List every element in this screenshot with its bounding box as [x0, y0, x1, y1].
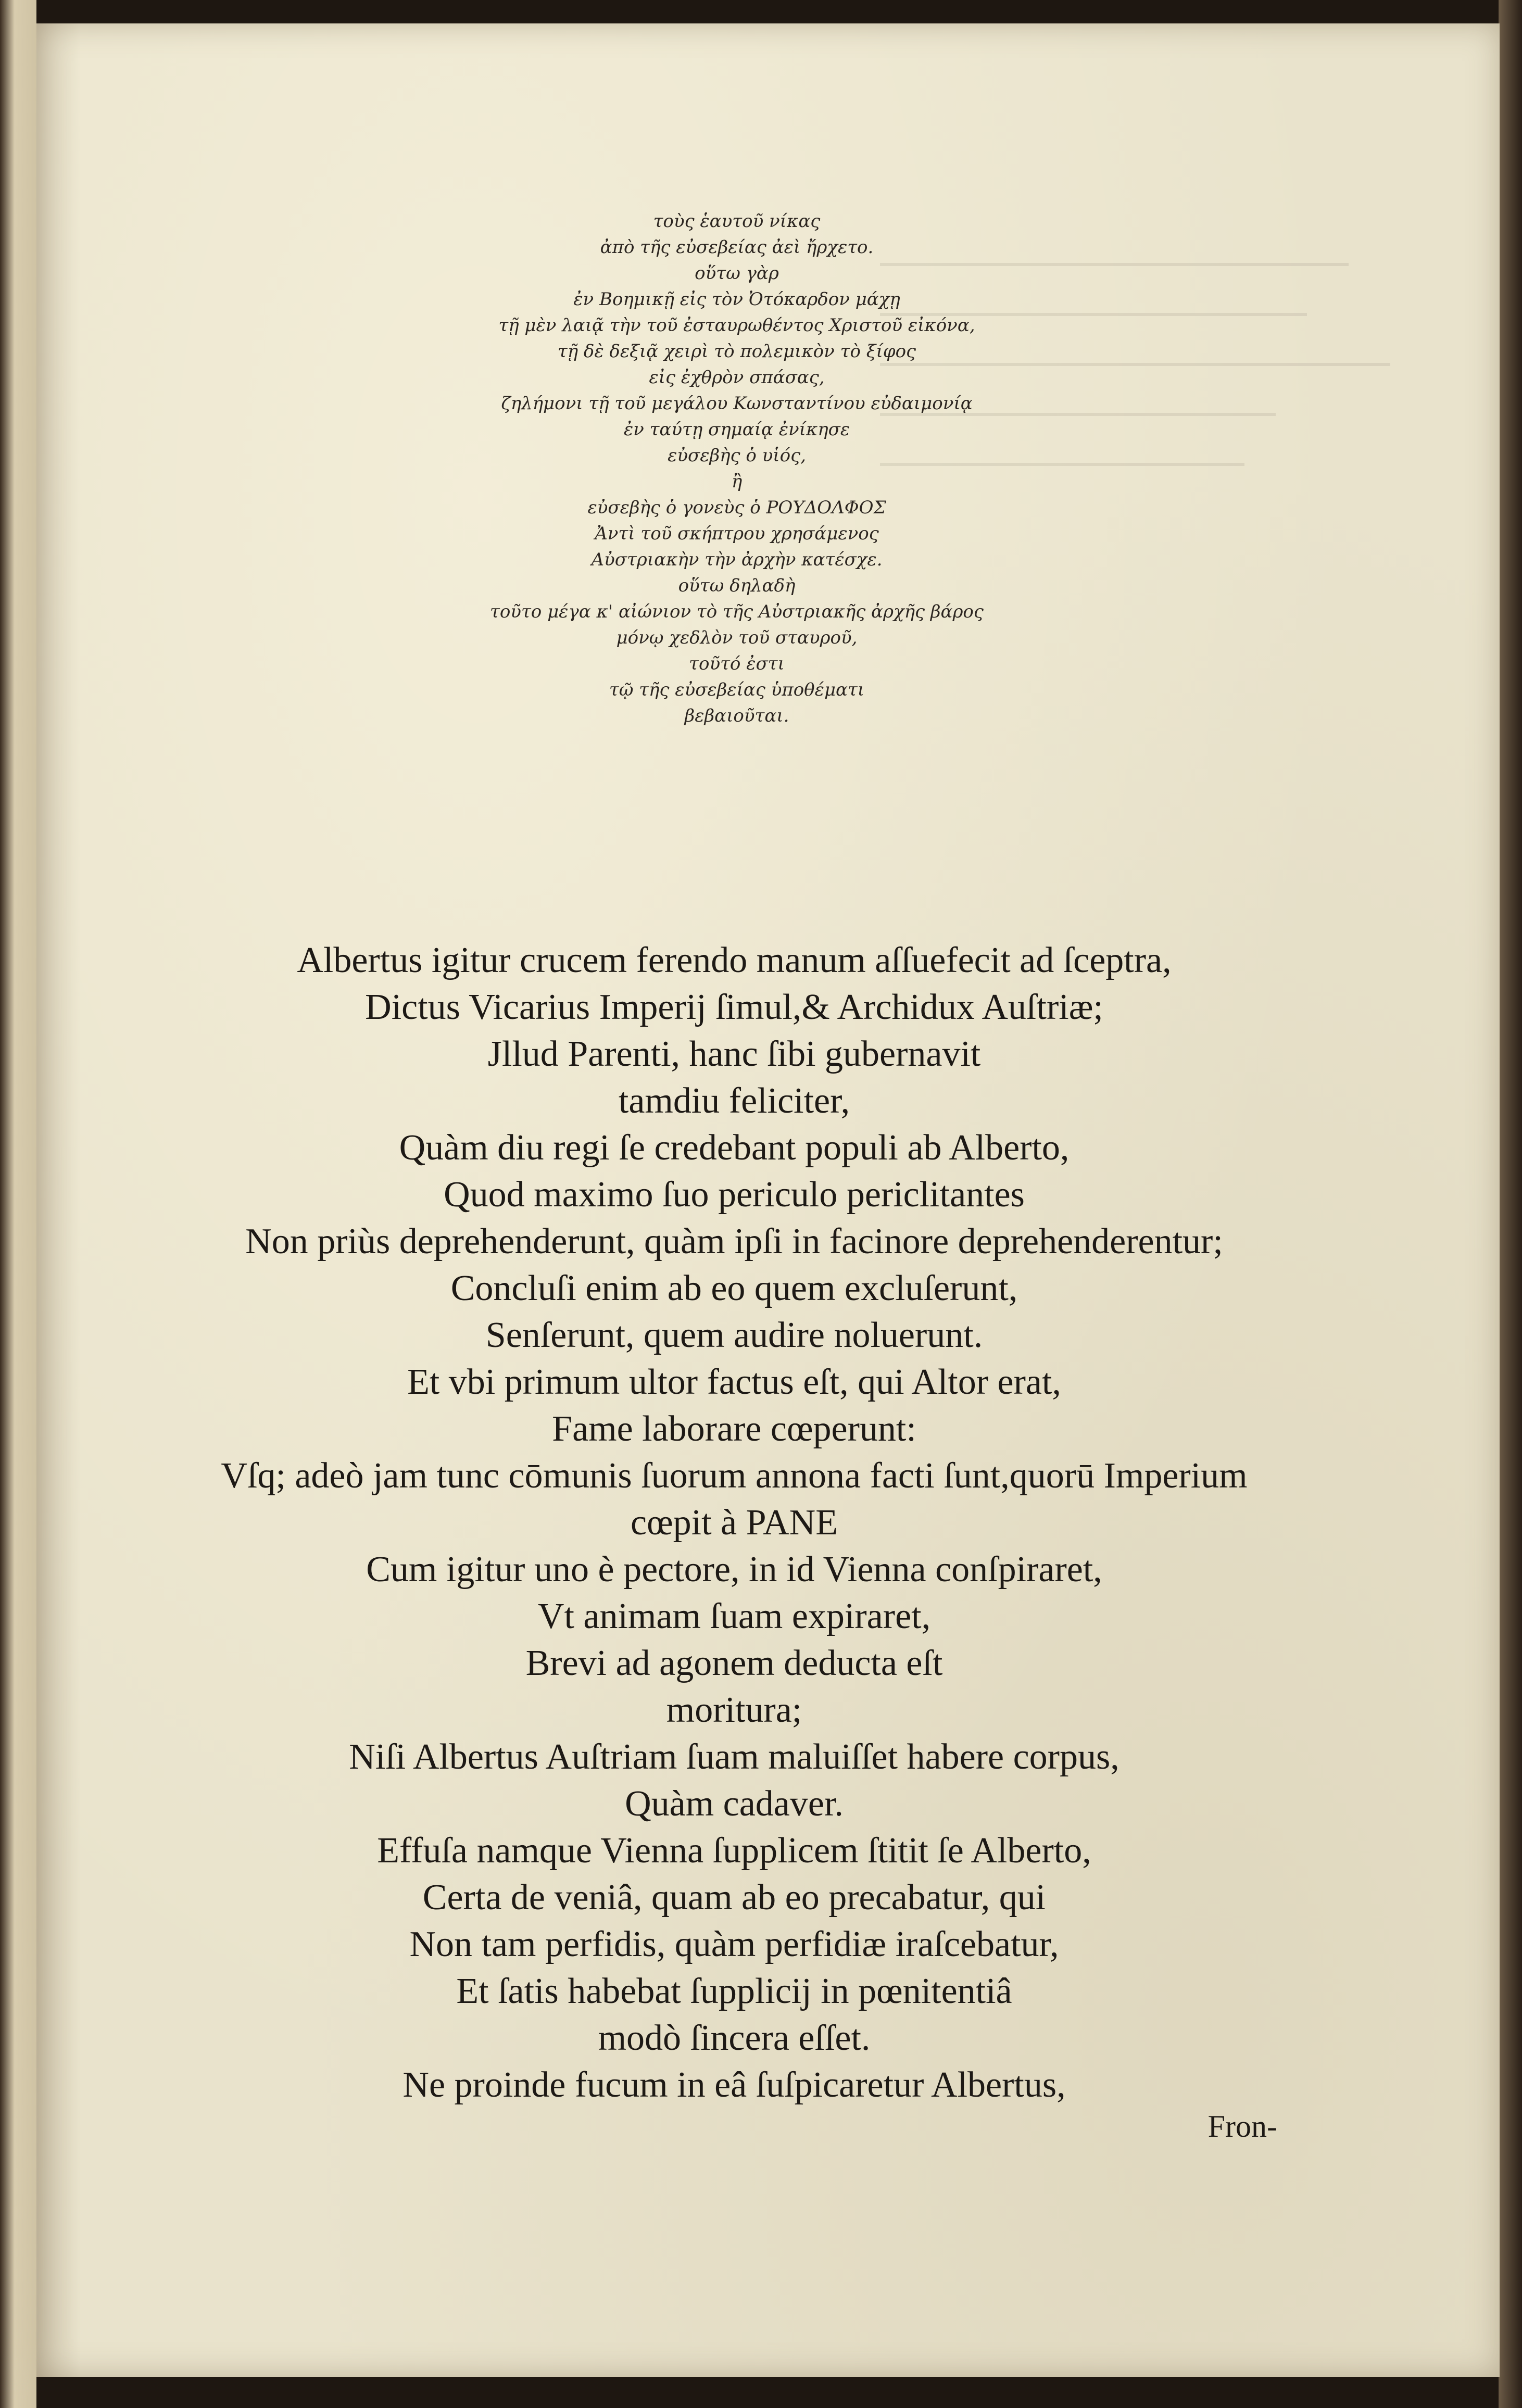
latin-line: Brevi ad agonem deducta eſt: [525, 1643, 943, 1683]
latin-line: Vt animam ſuam expiraret,: [537, 1596, 931, 1636]
latin-line: Certa de veniâ, quam ab eo precabatur, qui: [422, 1877, 1046, 1918]
greek-line: εὐσεβὴς ὁ υἱός,: [668, 445, 806, 466]
catchword: Fron-: [1207, 2109, 1277, 2144]
latin-line: Ne proinde fucum in eâ ſuſpicaretur Albertus,: [402, 2065, 1066, 2105]
latin-line: Non priùs deprehenderunt, quàm ipſi in facinore deprehenderentur;: [245, 1221, 1223, 1262]
latin-line: tamdiu feliciter,: [618, 1081, 850, 1121]
greek-line: ἐν Βοημικῇ εἰς τὸν Ὀτόκαρδον μάχῃ: [573, 289, 900, 310]
greek-line: τοὺς ἑαυτοῦ νίκας: [653, 211, 821, 232]
greek-line: τῇ μὲν λαιᾷ τὴν τοῦ ἐσταυρωθέντος Χριστοῦ εἰκόνα,: [498, 315, 975, 336]
latin-line: Et vbi primum ultor factus eſt, qui Altor erat,: [407, 1362, 1061, 1402]
latin-verse-block: [135, 937, 1333, 2109]
latin-line: Effuſa namque Vienna ſupplicem ſtitit ſe Alberto,: [377, 1831, 1091, 1871]
greek-line: Αὐστριακὴν τὴν ἀρχὴν κατέσχε.: [591, 549, 883, 570]
greek-line: ἢ: [731, 471, 743, 492]
greek-line: Ἀντὶ τοῦ σκήπτρου χρησάμενος: [595, 523, 879, 544]
latin-line: Non tam perfidis, quàm perfidiæ iraſcebatur,: [409, 1924, 1059, 1964]
latin-line: Cum igitur uno è pectore, in id Vienna conſpiraret,: [366, 1549, 1102, 1590]
latin-line: Albertus igitur crucem ferendo manum aſſuefecit ad ſceptra,: [297, 940, 1172, 980]
greek-line: τῷ τῆς εὐσεβείας ὑποθέματι: [609, 679, 865, 700]
latin-line: Jllud Parenti, hanc ſibi gubernavit: [487, 1034, 981, 1074]
greek-line: τῇ δὲ δεξιᾷ χειρὶ τὸ πολεμικὸν τὸ ξίφος: [557, 341, 916, 362]
latin-line: Quàm diu regi ſe credebant populi ab Alberto,: [399, 1128, 1070, 1168]
greek-line: τοῦτο μέγα κ' αἰώνιον τὸ τῆς Αὐστριακῆς ἀρχῆς βάρος: [490, 601, 984, 622]
greek-verse-block: [312, 208, 1161, 729]
book-binding-edge: [1499, 0, 1522, 2408]
greek-line: ἐν ταύτῃ σημαίᾳ ἐνίκησε: [623, 419, 850, 440]
greek-line: εἰς ἐχθρὸν σπάσας,: [649, 367, 825, 388]
latin-line: Dictus Vicarius Imperij ſimul,& Archidux Auſtriæ;: [365, 987, 1103, 1027]
greek-line: οὕτω δηλαδὴ: [678, 575, 796, 596]
greek-line: τοῦτό ἐστι: [689, 653, 785, 674]
greek-line: οὕτω γὰρ: [695, 263, 779, 284]
greek-line: βεβαιοῦται.: [684, 705, 789, 726]
latin-line: modò ſincera eſſet.: [598, 2018, 871, 2058]
latin-line: moritura;: [666, 1690, 802, 1730]
latin-line: Vſq; adeò jam tunc cōmunis ſuorum annona facti ſunt,quorū Imperium: [221, 1456, 1248, 1496]
latin-line: Concluſi enim ab eo quem excluſerunt,: [450, 1268, 1018, 1308]
latin-line: Et ſatis habebat ſupplicij in pœnitentiâ: [456, 1971, 1012, 2011]
greek-line: μόνῳ χεδλὸν τοῦ σταυροῦ,: [616, 627, 858, 648]
latin-line: Niſi Albertus Auſtriam ſuam maluiſſet habere corpus,: [349, 1737, 1120, 1777]
latin-line: Quàm cadaver.: [625, 1784, 844, 1824]
latin-line: Fame laborare cœperunt:: [552, 1409, 916, 1449]
latin-line: Quod maximo ſuo periculo periclitantes: [444, 1175, 1025, 1215]
previous-page-edge: [0, 0, 36, 2408]
latin-line: cœpit à PANE: [631, 1503, 838, 1543]
greek-line: εὐσεβὴς ὁ γονεὺς ὁ ΡΟΥΔΟΛΦΟΣ: [587, 497, 886, 518]
greek-line: ἀπὸ τῆς εὐσεβείας ἀεὶ ἤρχετο.: [600, 237, 874, 258]
latin-line: Senſerunt, quem audire noluerunt.: [485, 1315, 983, 1355]
greek-line: ζηλήμονι τῇ τοῦ μεγάλου Κωνσταντίνου εὐδαιμονίᾳ: [501, 393, 973, 414]
